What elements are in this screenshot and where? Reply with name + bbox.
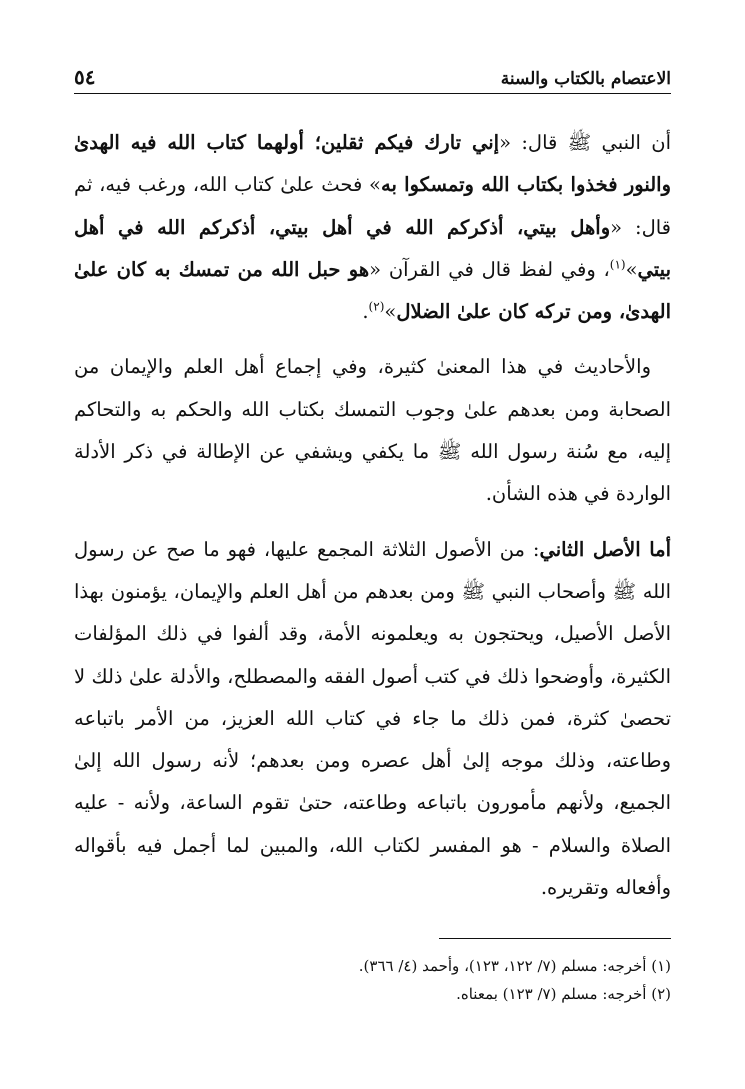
- hadith-quote: إني تارك فيكم ثقلين؛ أولهما كتاب الله فيه الهدىٰ والنور فخذوا بكتاب الله وتمسكوا به: [74, 131, 671, 197]
- footnote-ref-2[interactable]: (٢): [368, 299, 385, 314]
- text-segment: أن النبي ﷺ قال: «: [499, 131, 671, 154]
- footnote-divider: [439, 938, 671, 939]
- page-number: ٥٤: [74, 65, 96, 89]
- footnote-1: (١) أخرجه: مسلم (٧/ ١٢٢، ١٢٣)، وأحمد (٤/ ٣٦٦).: [358, 957, 671, 975]
- body-text: [74, 122, 671, 922]
- text-segment: : من الأصول الثلاثة المجمع عليها، فهو ما صح عن رسول الله ﷺ وأصحاب النبي ﷺ ومن بعدهم من أهل العلم والإيمان، يؤمنون بهذا الأصل الأصيل، ويحتجون به ويعلمونه الأمة، وقد ألفوا في ذلك المؤلفات الكثيرة، وأوضحوا ذلك في كتب أصول الفقه والمصطلح، والأدلة علىٰ ذلك لا تحصىٰ كثرة، فمن ذلك ما جاء في كتاب الله العزيز، من الأمر باتباعه وطاعته، وذلك موجه إلىٰ أهل عصره ومن بعدهم؛ لأنه رسول الله إلىٰ الجميع، ولأنهم مأمورون باتباعه وطاعته، حتىٰ تقوم الساعة، ولأنه - عليه الصلاة والسلام - هو المفسر لكتاب الله، والمبين لما أجمل فيه بأقواله وأفعاله وتقريره.: [74, 537, 671, 900]
- text-segment: » فحث علىٰ كتاب الله، ورغب فيه، ثم قال: «: [74, 173, 671, 239]
- hadith-quote: هو حبل الله من تمسك به كان علىٰ الهدىٰ، ومن تركه كان علىٰ الضلال: [74, 257, 671, 324]
- paragraph-hadith-thaqalayn: [74, 122, 671, 333]
- paragraph-second-principle: [74, 529, 671, 910]
- text-segment: »: [384, 300, 397, 324]
- footnotes: [74, 952, 671, 1008]
- text-segment: »: [625, 257, 638, 281]
- paragraph-ahadith: والأحاديث في هذا المعنىٰ كثيرة، وفي إجماع أهل العلم والإيمان من الصحابة ومن بعدهم علىٰ وجوب التمسك بكتاب الله والحكم به والتحاكم إليه، مع سُنة رسول الله ﷺ ما يكفي ويشفي عن الإطالة في ذكر الأدلة الواردة في هذه الشأن.: [74, 355, 671, 506]
- footnote-ref-1[interactable]: (١): [609, 257, 626, 272]
- footnote-2: (٢) أخرجه: مسلم (٧/ ١٢٣) بمعناه.: [456, 985, 671, 1003]
- page-header: [74, 60, 671, 94]
- section-lead: أما الأصل الثاني: [539, 537, 671, 561]
- running-title: الاعتصام بالكتاب والسنة: [500, 69, 671, 89]
- text-segment: ، وفي لفظ قال في القرآن «: [369, 257, 610, 281]
- text-segment: .: [362, 300, 369, 324]
- hadith-quote: وأهل بيتي، أذكركم الله في أهل بيتي، أذكركم الله في أهل بيتي: [74, 215, 671, 281]
